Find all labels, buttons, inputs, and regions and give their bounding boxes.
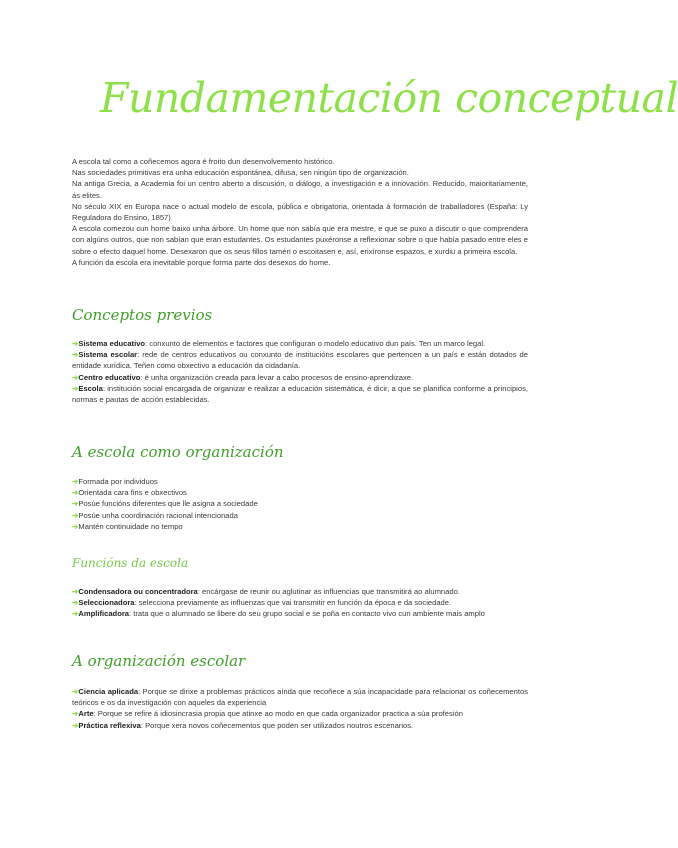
arrow-icon: ➔ (72, 687, 79, 696)
list-item-text: Formada por individuos (78, 477, 158, 486)
definition: : rede de centros educativos ou conxunto de institucións escolares que pertencen a un país e están dotados de entidade xurídica. Teñen como obxectivo a educación da cidadanía. (72, 350, 528, 371)
definition: : Porque xera novos coñecementos que poden ser utilizados noutros escenarios. (140, 720, 414, 730)
arrow-icon: ➔ (72, 510, 79, 520)
intro-paragraph: Nas sociedades primitivas era unha educación espontánea, difusa, sen ningún tipo de organización. (72, 168, 409, 178)
arrow-icon: ➔ (72, 521, 79, 531)
definition: : Porque se dirixe a problemas prácticos aínda que recoñece a súa incapacidade para relacionar os coñecementos teóricos e os da investigación con aqueles da experiencia (72, 687, 528, 708)
heading-conceptos-previos: Conceptos previos (72, 306, 213, 324)
list-item (72, 597, 528, 608)
term: Centro educativo (78, 372, 141, 382)
list-item (72, 708, 528, 719)
list-item (72, 521, 528, 532)
definition: : trata que o alumnado se libere do seu grupo social e se poña en contacto vivo cun ambiente mais amplo (129, 609, 485, 619)
list-item (72, 686, 528, 708)
heading-organizacion-escolar: A organización escolar (72, 652, 246, 670)
conceptos-list (72, 338, 528, 405)
intro-paragraph: A escola tal como a coñecemos agora é froito dun desenvolvemento histórico. (72, 157, 335, 166)
list-item-text: Posúe funcións diferentes que lle asigna a sociedade (78, 499, 258, 509)
list-item (72, 498, 528, 509)
definition: : Porque se refire á idiosincrasia propia que atinxe ao modo en que cada organizador practica a súa profesión (93, 709, 463, 719)
arrow-icon: ➔ (72, 609, 79, 619)
arrow-icon: ➔ (72, 383, 79, 393)
term: Escola (78, 383, 103, 393)
intro-text (72, 156, 528, 268)
list-item-text: Posúe unha coordinación racional intencionada (78, 510, 238, 520)
definition: : encárgase de reunir ou aglutinar as influencias que transmitirá ao alumnado. (197, 587, 460, 596)
funcions-list (72, 586, 528, 620)
page-title: Fundamentación conceptual (100, 74, 678, 122)
term: Seleccionadora (78, 598, 135, 608)
arrow-icon: ➔ (72, 350, 79, 360)
list-item (72, 586, 528, 597)
list-item (72, 383, 528, 405)
term: Ciencia aplicada (78, 687, 139, 696)
list-item (72, 487, 528, 498)
list-item (72, 372, 528, 383)
list-item (72, 608, 528, 619)
arrow-icon: ➔ (72, 720, 79, 730)
definition: : selecciona previamente as influenzas que vai transmitir en función da época e da sociedade. (134, 598, 452, 608)
escola-org-list (72, 476, 528, 532)
definition: : conxunto de elementos e factores que configuran o modelo educativo dun país. Ten un marco legal. (145, 339, 486, 348)
arrow-icon: ➔ (72, 488, 79, 498)
list-item-text: Orientada cara fins e obxectivos (78, 488, 187, 498)
term: Práctica reflexiva (78, 720, 141, 730)
arrow-icon: ➔ (72, 339, 79, 348)
org-escolar-list (72, 686, 528, 731)
term: Sistema escolar (78, 350, 138, 360)
intro-paragraph: No século XIX en Europa nace o actual modelo de escola, pública e obrigatoria, orientada á formación de traballadores (España: Ly Reguladora do Ensino, 1857) (72, 201, 528, 223)
intro-paragraph: Na antiga Grecia, a Academia foi un centro aberto a discusión, o diálogo, a investigación e a innovación. Reducido, maioritariamente, ás elites. (72, 179, 528, 200)
arrow-icon: ➔ (72, 598, 79, 608)
definition: : institución social encargada de organizar e realizar a educación sistemática, é dicir, a que se planifica conforme a principios, normas e pautas de acción establecidas. (72, 383, 528, 405)
definition: : é unha organización creada para levar a cabo procesos de ensino-aprendizaxe. (140, 372, 414, 382)
term: Amplificadora (78, 609, 130, 619)
list-item (72, 476, 528, 487)
list-item-text: Mantén continuidade no tempo (78, 521, 183, 531)
list-item (72, 720, 528, 731)
term: Sistema educativo (78, 339, 146, 348)
term: Condensadora ou concentradora (78, 587, 198, 596)
term: Arte (78, 709, 94, 719)
list-item (72, 338, 528, 349)
list-item (72, 510, 528, 521)
arrow-icon: ➔ (72, 587, 79, 596)
intro-paragraph: A función da escola era inevitable porque forma parte dos desexos do home. (72, 257, 331, 267)
arrow-icon: ➔ (72, 477, 79, 486)
heading-escola-organizacion: A escola como organización (72, 443, 284, 461)
arrow-icon: ➔ (72, 499, 79, 509)
arrow-icon: ➔ (72, 372, 79, 382)
heading-funcions-escola: Funcións da escola (72, 556, 189, 570)
arrow-icon: ➔ (72, 709, 79, 719)
list-item (72, 349, 528, 371)
intro-paragraph: A escola comezou cun home baixo unha árbore. Un home que non sabía que era mestre, e que se puxo a discutir o que comprendera con algúns outros, que non sabían que eran estudantes. Os estudantes puxéronse a reflexionar sobre o que había pasado entre eles e sobre o efecto daquel home. Desexaron que os seus fillos tamén o escoitasen e, así, erixíronse espazos, e xurdiu a primeira escola. (72, 224, 528, 256)
